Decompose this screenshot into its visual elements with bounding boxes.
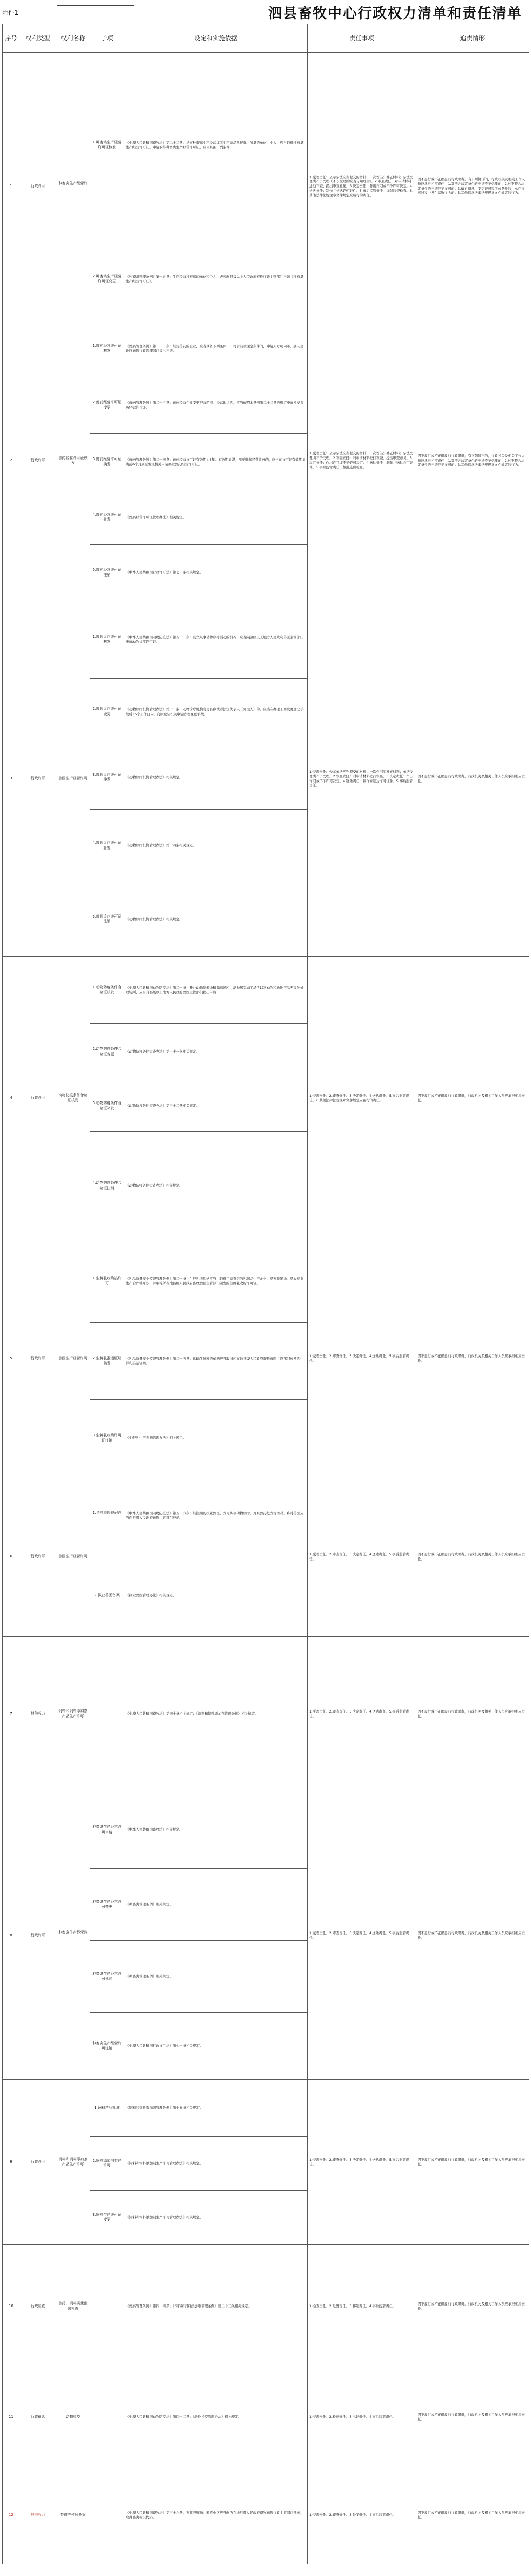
col-header-basis: 设定和实施依据 [124,24,308,53]
table-row [3,320,529,377]
cell-sub: 4.兽医诊疗许可证补发 [90,810,124,882]
cell-name: 兽医生产经营许可 [56,1240,90,1477]
cell-name: 兽药经营许可证核发 [56,320,90,601]
cell-sub: 2.生鲜乳准运证明核发 [90,1323,124,1400]
cell-duty: 1.受理责任。2.审查责任。3.决定责任。4.送达责任。5.事后监管责任。 [308,1637,416,1791]
cell-name: 种畜禽生产经营许可 [56,53,90,320]
cell-type: 行政许可 [20,53,56,320]
cell-basis: 《兽药管理条例》第二十四条：兽药经营许可证有效期为5年。有效期届满，需要继续经营兽药的，应当在许可证有效期届满前6个月到原发证机关申请换发兽药经营许可证。 [124,434,308,490]
table-row [3,2466,529,2564]
cell-seq: 4 [3,957,20,1240]
cell-name: 饲料和饲料添加剂产品生产许可 [56,2080,90,2245]
cell-type: 行政许可 [20,1477,56,1637]
cell-sub: 5.兽药经营许可证注销 [90,545,124,601]
cell-duty: 1.受理责任：公示依法应当提交的材料；一次性告知补正材料；依法受理或不予受理（不予受理的应当告知理由）。2.审查责任：对申请材料进行审查，提出审查意见。3.决定责任：作出许可或不予许可决定。4.送达责任：制作并送达许可证件。5.事后监管责任：加强监督检查。6.其他法律法规规章文件规定应履行的责任。 [308,53,416,320]
annex-label: 附件1 [2,9,19,16]
cell-sub: 2.兽药经营许可证变更 [90,377,124,434]
cell-sub [90,1637,124,1791]
cell-basis: 《中华人民共和国畜牧法》相关规定。 [124,1791,308,1869]
table-body [3,53,529,2564]
cell-account: 因不履行或不正确履行行政职责，行政机关及相关工作人员应承担相应责任。 [416,2368,529,2466]
cell-sub: 2.饲料添加剂生产许可 [90,2137,124,2191]
table-row [3,601,529,679]
cell-sub: 4.兽药经营许可证补发 [90,490,124,545]
col-header-duty: 责任事项 [308,24,416,53]
cell-duty: 1.受理责任。2.审查责任。3.备案责任。4.事后监管责任。 [308,2466,416,2564]
cell-duty: 1.受理责任：公示依法应当提交的材料；一次性告知补正材料；依法受理或不予受理。2.审查责任：对申请材料进行审查，提出审查意见。3.决定责任：作出许可或不予许可决定。4.送达责任：制作并送达许可证件。5.事后监管责任：加强监督检查。 [308,320,416,601]
cell-sub: 2.兽医诊疗许可证变更 [90,679,124,745]
cell-name: 种畜禽生产经营许可 [56,1791,90,2080]
cell-sub: 1.种畜禽生产经营许可证核发 [90,53,124,238]
cell-sub: 种畜禽生产经营许可注销 [90,2013,124,2080]
cell-type: 行政许可 [20,1791,56,2080]
cell-account: 因不履行或不正确履行行政职责，有下列情形的，行政机关及相关工作人员应承担相应责任：1.对符合法定条件的申请不予受理的；2.对不符合法定条件的申请准予许可的；3.其他违反法律法规规章文件规定的行为。 [416,320,529,601]
cell-name: 饲料和饲料添加剂产品生产许可 [56,1637,90,1791]
cell-sub [90,2245,124,2368]
cell-account: 因不履行或不正确履行行政职责，有下列情形的，行政机关及相关工作人员应承担相应责任：1.对符合法定条件的申请不予受理的；2.对不符合法定条件的申请准予许可的；3.擅自增设、变更许可程序或条件的；4.在许可过程中发生腐败行为的；5.其他违反法律法规规章文件规定的行为。 [416,53,529,320]
cell-type: 行政许可 [20,957,56,1240]
cell-basis: 《动物防疫条件审查办法》相关规定。 [124,1132,308,1240]
cell-type: 其他权力 [20,1637,56,1791]
cell-type: 行政许可 [20,1240,56,1477]
cell-basis: 《中华人民共和国动物防疫法》第五十一条：设立从事动物诊疗活动的机构，应当向县级以上地方人民政府兽医主管部门申请动物诊疗许可证。 [124,601,308,679]
cell-sub: 3.兽药经营许可证换发 [90,434,124,490]
cell-type: 行政确认 [20,2368,56,2466]
cell-basis: 《生鲜乳生产收购管理办法》相关规定。 [124,1400,308,1477]
cell-basis: 《种畜禽管理条例》第十五条：生产经营种畜禽的单位和个人，必须向县级以上人民政府畜牧行政主管部门申领《种畜禽生产经营许可证》。 [124,238,308,320]
table-row [3,1791,529,1869]
col-header-name: 权利名称 [56,24,90,53]
cell-sub: 4.动物防疫条件合格证注销 [90,1132,124,1240]
table-row [3,53,529,238]
cell-basis: 《中华人民共和国行政许可法》第七十条相关规定。 [124,2013,308,2080]
cell-sub: 种畜禽生产经营许可变更 [90,1869,124,1941]
col-header-sub: 子项 [90,24,124,53]
cell-sub: 1.兽药经营许可证核发 [90,320,124,377]
cell-type: 行政许可 [20,320,56,601]
cell-basis: 《中华人民共和国畜牧法》第二十二条：从事种畜禽生产经营或者生产商品代仔畜、雏禽的单位、个人，应当取得种畜禽生产经营许可证。申请取得种畜禽生产经营许可证，应当具备下列条件…… [124,53,308,238]
cell-account: 因不履行或不正确履行行政职责，行政机关及相关工作人员应承担相应责任。 [416,1240,529,1477]
cell-duty: 1.受理责任。2.审查责任。3.决定责任。4.送达责任。5.事后监管责任。 [308,1477,416,1637]
col-header-type: 权利类型 [20,24,56,53]
cell-sub: 1.生鲜乳收购站许可 [90,1240,124,1323]
cell-sub: 1.动物防疫条件合格证核发 [90,957,124,1024]
cell-sub: 种畜禽生产经营许可延续 [90,1941,124,2013]
cell-duty: 1.受理责任：公示依法应当提交的材料；一次性告知补正材料；依法受理或不予受理。2.审查责任：对申请材料进行审查。3.决定责任：作出许可或不予许可决定。4.送达责任：制作并送达许可证件。5.事后监管责任。 [308,601,416,957]
table-row [3,2080,529,2137]
cell-basis: 《兽药经营许可证管理办法》相关规定。 [124,490,308,545]
cell-sub: 3.生鲜乳收购许可证注销 [90,1400,124,1477]
cell-basis: 《动物防疫条件审查办法》第三十一条相关规定。 [124,1024,308,1080]
cell-basis: 《兽药管理条例》第二十三条：兽药经营企业变更经营范围、经营地点的，应当依照本条例第二十二条的规定申请换发兽药经营许可证。 [124,377,308,434]
cell-name: 兽医生产经营许可 [56,601,90,957]
cell-name: 兽医生产经营许可 [56,1477,90,1637]
cell-basis: 《饲料和饲料添加剂生产许可管理办法》相关规定。 [124,2191,308,2245]
cell-sub: 3.饲料生产许可证变更 [90,2191,124,2245]
cell-basis: 《动物诊疗机构管理办法》第十二条：动物诊疗机构变更名称或者法定代表人（负责人）的，应当在办理工商变更登记手续后15个工作日内，向原发证机关申请办理变更手续。 [124,679,308,745]
cell-seq: 12 [3,2466,20,2564]
page-title: 泗县畜牧中心行政权力清单和责任清单 [268,6,522,22]
cell-basis: 《中华人民共和国行政许可法》第七十条相关规定。 [124,545,308,601]
cell-seq: 7 [3,1637,20,1791]
cell-basis: 《中华人民共和国畜牧法》第三十九条：畜禽养殖场、养殖小区应当向所在地县级人民政府畜牧兽医行政主管部门备案，取得畜禽标识代码。 [124,2466,308,2564]
cell-duty: 1.受理责任。2.检疫责任。3.出证责任。4.事后监管责任。 [308,2368,416,2466]
cell-type: 行政许可 [20,2080,56,2245]
power-list-table [2,24,529,2564]
cell-seq: 9 [3,2080,20,2245]
table-row [3,1477,529,1554]
cell-sub: 3.动物防疫条件合格证补发 [90,1080,124,1132]
cell-basis: 《兽药管理条例》第四十四条；《饲料和饲料添加剂管理条例》第三十三条相关规定。 [124,2245,308,2368]
cell-account: 因不履行或不正确履行行政职责，行政机关及相关工作人员应承担相应责任。 [416,1791,529,2080]
underline-decoration [57,5,134,6]
cell-basis: 《中华人民共和国动物防疫法》第二十条：开办动物饲养场和隔离场所、动物屠宰加工场所以及动物和动物产品无害化处理场所，应当向县级以上地方人民政府兽医主管部门提出申请…… [124,957,308,1024]
cell-seq: 2 [3,320,20,601]
cell-seq: 6 [3,1477,20,1637]
cell-account: 因不履行或不正确履行行政职责，行政机关及相关工作人员应承担相应责任。 [416,601,529,957]
cell-sub: 1.饲料产品批准 [90,2080,124,2137]
cell-sub: 1.兽医诊疗许可证核发 [90,601,124,679]
cell-type: 行政检查 [20,2245,56,2368]
cell-sub: 2.动物防疫条件合格证变更 [90,1024,124,1080]
cell-basis: 《乳品质量安全监督管理条例》第二十条：生鲜乳收购站应当由取得工商登记的乳制品生产企业、奶畜养殖场、奶农专业生产合作社开办，并取得所在地县级人民政府畜牧兽医主管部门颁发的生鲜乳收购许可证。 [124,1240,308,1323]
cell-account: 因不履行或不正确履行行政职责，行政机关及相关工作人员应承担相应责任。 [416,2245,529,2368]
cell-basis: 《动物诊疗机构管理办法》相关规定。 [124,882,308,957]
cell-duty: 1.受理责任。2.审查责任。3.决定责任。4.送达责任。5.事后监管责任。 [308,1240,416,1477]
table-row [3,2368,529,2466]
cell-seq: 11 [3,2368,20,2466]
cell-basis: 《饲料和饲料添加剂管理条例》第十五条相关规定。 [124,2080,308,2137]
cell-name: 动物检疫 [56,2368,90,2466]
cell-basis: 《中华人民共和国畜牧法》第四十条相关规定；《饲料和饲料添加剂管理条例》相关规定。 [124,1637,308,1791]
cell-basis: 《中华人民共和国动物防疫法》第五十六条：经注册的执业兽医，方可从事动物诊疗、开具兽药处方等活动。乡村兽医应当向县级人民政府兽医主管部门登记。 [124,1477,308,1554]
col-header-seq: 序号 [3,24,20,53]
cell-seq: 5 [3,1240,20,1477]
cell-seq: 8 [3,1791,20,2080]
cell-sub: 2.种畜禽生产经营许可证变更 [90,238,124,320]
cell-duty: 1.受理责任。2.审查责任。3.决定责任。4.送达责任。5.事后监管责任。6.其他法律法规规章文件规定应履行的责任。 [308,957,416,1240]
cell-sub [90,2368,124,2466]
cell-sub: 种畜禽生产经营许可申请 [90,1791,124,1869]
cell-basis: 《种畜禽管理条例》相关规定。 [124,1869,308,1941]
table-header-row [3,24,529,53]
cell-account: 因不履行或不正确履行行政职责，行政机关及相关工作人员应承担相应责任。 [416,2080,529,2245]
cell-account: 因不履行或不正确履行行政职责，行政机关及相关工作人员应承担相应责任。 [416,1477,529,1637]
cell-duty: 1.受理责任。2.审查责任。3.决定责任。4.送达责任。5.事后监管责任。 [308,1791,416,2080]
cell-basis: 《乳品质量安全监督管理条例》第二十五条：运输生鲜乳的车辆应当取得所在地县级人民政府畜牧兽医主管部门核发的生鲜乳准运证明。 [124,1323,308,1400]
cell-name: 畜禽养殖场备案 [56,2466,90,2564]
cell-sub: 3.兽医诊疗许可证换发 [90,745,124,810]
cell-basis: 《种畜禽管理条例》相关规定。 [124,1941,308,2013]
cell-basis: 《动物诊疗机构管理办法》相关规定。 [124,745,308,810]
cell-seq: 3 [3,601,20,957]
cell-seq: 10 [3,2245,20,2368]
cell-type: 其他权力 [20,2466,56,2564]
table-row [3,2245,529,2368]
cell-sub: 2.执业兽医备案 [90,1554,124,1637]
cell-name: 动物防疫条件合格证核发 [56,957,90,1240]
cell-basis: 《中华人民共和国动物防疫法》第四十二条；《动物检疫管理办法》相关规定。 [124,2368,308,2466]
cell-basis: 《动物诊疗机构管理办法》第十四条相关规定。 [124,810,308,882]
cell-basis: 《动物防疫条件审查办法》第三十二条相关规定。 [124,1080,308,1132]
table-row [3,1240,529,1323]
cell-type: 行政许可 [20,601,56,957]
cell-seq: 1 [3,53,20,320]
cell-name: 兽药、饲料质量监督检查 [56,2245,90,2368]
cell-account: 因不履行或不正确履行行政职责，行政机关及相关工作人员应承担相应责任。 [416,1637,529,1791]
cell-sub: 5.兽医诊疗许可证注销 [90,882,124,957]
table-row [3,1637,529,1791]
cell-sub [90,2466,124,2564]
cell-account: 因不履行或不正确履行行政职责，行政机关及相关工作人员应承担相应责任。 [416,957,529,1240]
cell-duty: 1.受理责任。2.审查责任。3.决定责任。4.送达责任。5.事后监管责任。 [308,2080,416,2245]
table-row [3,957,529,1024]
cell-basis: 《执业兽医管理办法》相关规定。 [124,1554,308,1637]
cell-basis: 《饲料和饲料添加剂生产许可管理办法》相关规定。 [124,2137,308,2191]
cell-duty: 1.检查责任。2.处置责任。3.移送责任。4.事后监管责任。 [308,2245,416,2368]
cell-account: 因不履行或不正确履行行政职责，行政机关及相关工作人员应承担相应责任。 [416,2466,529,2564]
cell-sub: 1.乡村兽医登记许可 [90,1477,124,1554]
col-header-account: 追责情形 [416,24,529,53]
cell-basis: 《兽药管理条例》第二十二条：经营兽药的企业，应当具备下列条件……符合前款规定条件的，申请人方可向市、县人民政府兽医行政管理部门提出申请。 [124,320,308,377]
